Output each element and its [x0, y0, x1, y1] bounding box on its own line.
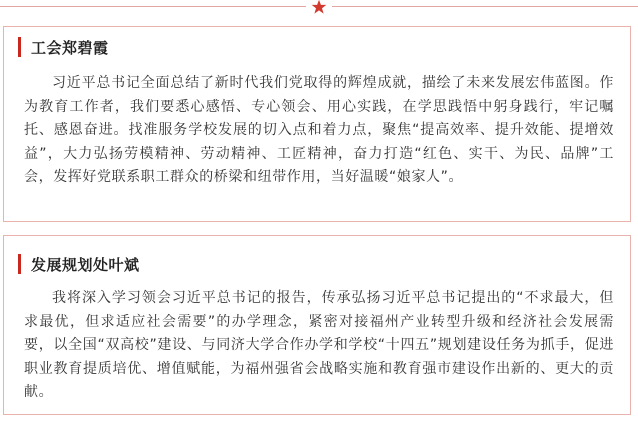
statement-card — [3, 235, 631, 415]
statement-text: 习近平总书记全面总结了新时代我们党取得的辉煌成就，描绘了未来发展宏伟蓝图。作为教育工作者，我们要悉心感悟、专心领会、用心实践，在学思践悟中躬身践行，牢记嘱托、感恩奋进。找准服务学校发展的切入点和着力点，聚焦“提高效率、提升效能、提增效益”，大力弘扬劳模精神、劳动精神、工匠精神，奋力打造“红色、实干、为民、品牌”工会，发挥好党联系职工群众的桥梁和纽带作用，当好温暖“娘家人”。 — [24, 75, 614, 185]
statement-card — [3, 26, 631, 222]
title-accent-bar — [18, 37, 21, 57]
speaker-name: 工会郑碧霞 — [31, 38, 109, 57]
star-icon — [311, 0, 327, 15]
card-title — [18, 36, 109, 58]
top-divider — [0, 0, 638, 14]
speaker-name: 发展规划处叶斌 — [31, 255, 140, 274]
divider-line-right — [332, 6, 638, 7]
divider-line-left — [0, 6, 306, 7]
statement-text: 我将深入学习领会习近平总书记的报告，传承弘扬习近平总书记提出的“不求最大，但求最优，但求适应社会需要”的办学理念，紧密对接福州产业转型升级和经济社会发展需要，以全国“双高校”建设、与同济大学合作办学和学校“十四五”规划建设任务为抓手，促进职业教育提质培优、增值赋能，为福州强省会战略实施和教育强市建设作出新的、更大的贡献。 — [24, 290, 614, 400]
card-title — [18, 253, 140, 275]
title-accent-bar — [18, 254, 21, 274]
